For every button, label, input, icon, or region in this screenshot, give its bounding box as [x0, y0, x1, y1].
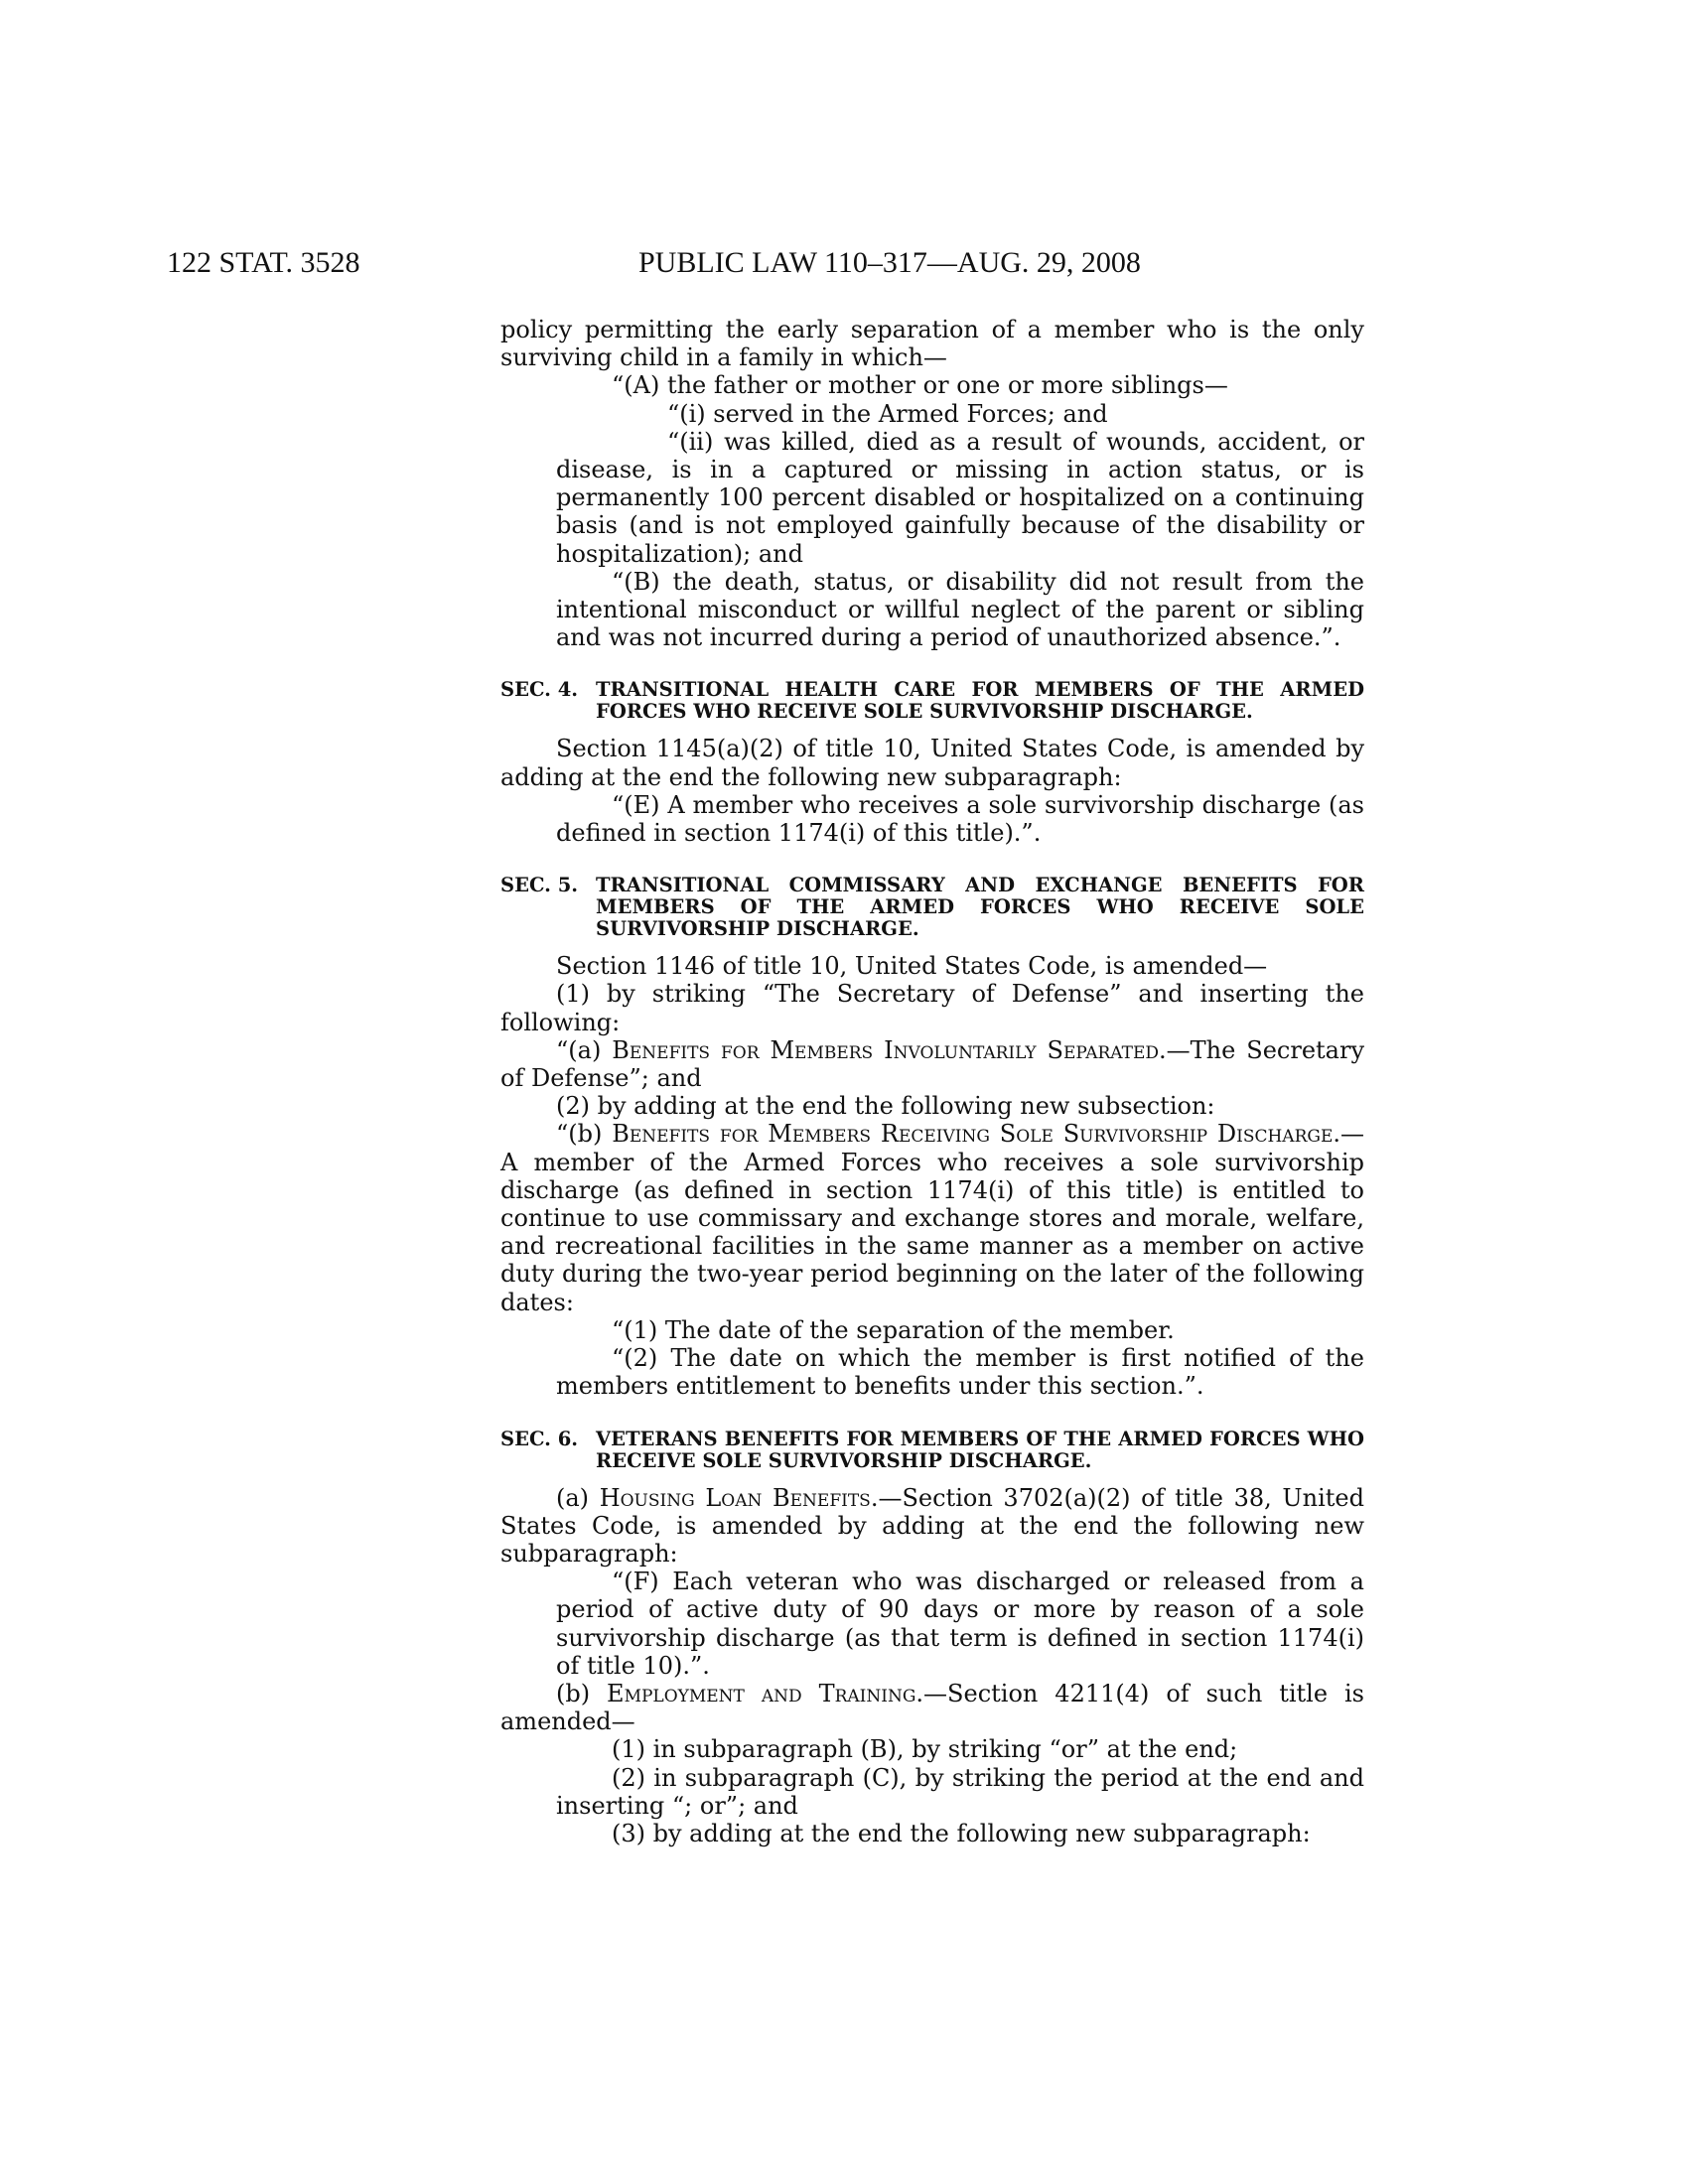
paragraph: Section 1145(a)(2) of title 10, United States Code, is amended by adding at the end the following new subparagraph: [500, 735, 1364, 791]
paragraph: Section 1146 of title 10, United States Code, is amended— [556, 952, 1268, 981]
paragraph-prefix: (b) [556, 1679, 591, 1707]
paragraph-heading: Benefits for Members Receiving Sole Survivorship Discharge. [612, 1120, 1340, 1149]
paragraph: “(ii) was killed, died as a result of wounds, accident, or disease, is in a captured or missing in action status, or is permanently 100 percent disabled or hospitalized on a continuing basis (and is not employed gainfully because of the disability or hospitalization); and [556, 427, 1364, 568]
section-number: SEC. 6. [500, 1427, 579, 1450]
paragraph: (3) by adding at the end the following new subparagraph: [612, 1819, 1311, 1847]
paragraph-text: —A member of the Armed Forces who receives a sole survivorship discharge (as defined in section 1174(i) of this title) is entitled to continue to use commissary and exchange stores and morale, welfare, and recreational facilities in the same manner as a member on active duty during the two-year period beginning on the later of the following dates: [500, 1120, 1364, 1316]
section-title: VETERANS BENEFITS FOR MEMBERS OF THE ARMED FORCES WHO RECEIVE SOLE SURVIVORSHIP DISCHARGE. [596, 1427, 1364, 1472]
paragraph: “(2) The date on which the member is first notified of the members entitlement to benefits under this section.”. [556, 1344, 1364, 1401]
paragraph-heading: Housing Loan Benefits. [599, 1483, 879, 1512]
document-body [500, 316, 1364, 1847]
paragraph [500, 1120, 1364, 1315]
paragraph: (2) in subparagraph (C), by striking the period at the end and inserting “; or”; and [556, 1763, 1364, 1820]
section-heading-5 [500, 875, 1364, 940]
paragraph: “(A) the father or mother or one or more siblings— [612, 371, 1228, 400]
section-heading-4 [500, 679, 1364, 723]
paragraph: “(i) served in the Armed Forces; and [667, 399, 1108, 428]
section-number: SEC. 5. [500, 874, 579, 897]
paragraph-heading: Benefits for Members Involuntarily Separated. [612, 1035, 1167, 1064]
paragraph-prefix: “(b) [556, 1120, 603, 1149]
paragraph: (1) in subparagraph (B), by striking “or” at the end; [612, 1735, 1238, 1764]
paragraph: “(E) A member who receives a sole survivorship discharge (as defined in section 1174(i) of this title).”. [556, 790, 1364, 848]
paragraph-prefix: “(a) [556, 1035, 602, 1064]
paragraph-prefix: (a) [556, 1483, 590, 1512]
section-title: TRANSITIONAL COMMISSARY AND EXCHANGE BENEFITS FOR MEMBERS OF THE ARMED FORCES WHO RECEIVE SOLE SURVIVORSHIP DISCHARGE. [596, 874, 1364, 941]
section-title: TRANSITIONAL HEALTH CARE FOR MEMBERS OF THE ARMED FORCES WHO RECEIVE SOLE SURVIVORSHIP DISCHARGE. [596, 678, 1364, 724]
paragraph [500, 1484, 1364, 1569]
stat-page-number: 122 STAT. 3528 [167, 246, 360, 279]
paragraph-heading: Employment and Training. [607, 1679, 924, 1707]
paragraph-text: —Section 3702(a)(2) of title 38, United States Code, is amended by adding at the end the following new subparagraph: [500, 1483, 1364, 1568]
paragraph: “(B) the death, status, or disability did not result from the intentional misconduct or willful neglect of the parent or sibling and was not incurred during a period of unauthorized absence.”. [556, 567, 1364, 652]
section-number: SEC. 4. [500, 678, 579, 702]
paragraph [500, 1036, 1364, 1092]
paragraph: “(1) The date of the separation of the member. [612, 1315, 1175, 1344]
paragraph-text: —The Secretary of Defense”; and [500, 1035, 1365, 1093]
public-law-citation: PUBLIC LAW 110–317—AUG. 29, 2008 [638, 246, 1141, 279]
section-heading-6 [500, 1429, 1364, 1472]
paragraph: (2) by adding at the end the following new subsection: [556, 1092, 1215, 1121]
paragraph: “(F) Each veteran who was discharged or released from a period of active duty of 90 days or more by reason of a sole survivorship discharge (as that term is defined in section 1174(i) of title 10).”. [556, 1568, 1364, 1680]
paragraph [500, 1680, 1364, 1735]
paragraph: (1) by striking “The Secretary of Defense” and inserting the following: [500, 980, 1364, 1036]
paragraph-text: —Section 4211(4) of such title is amended— [500, 1679, 1364, 1736]
paragraph: policy permitting the early separation of a member who is the only surviving child in a family in which— [500, 316, 1364, 372]
